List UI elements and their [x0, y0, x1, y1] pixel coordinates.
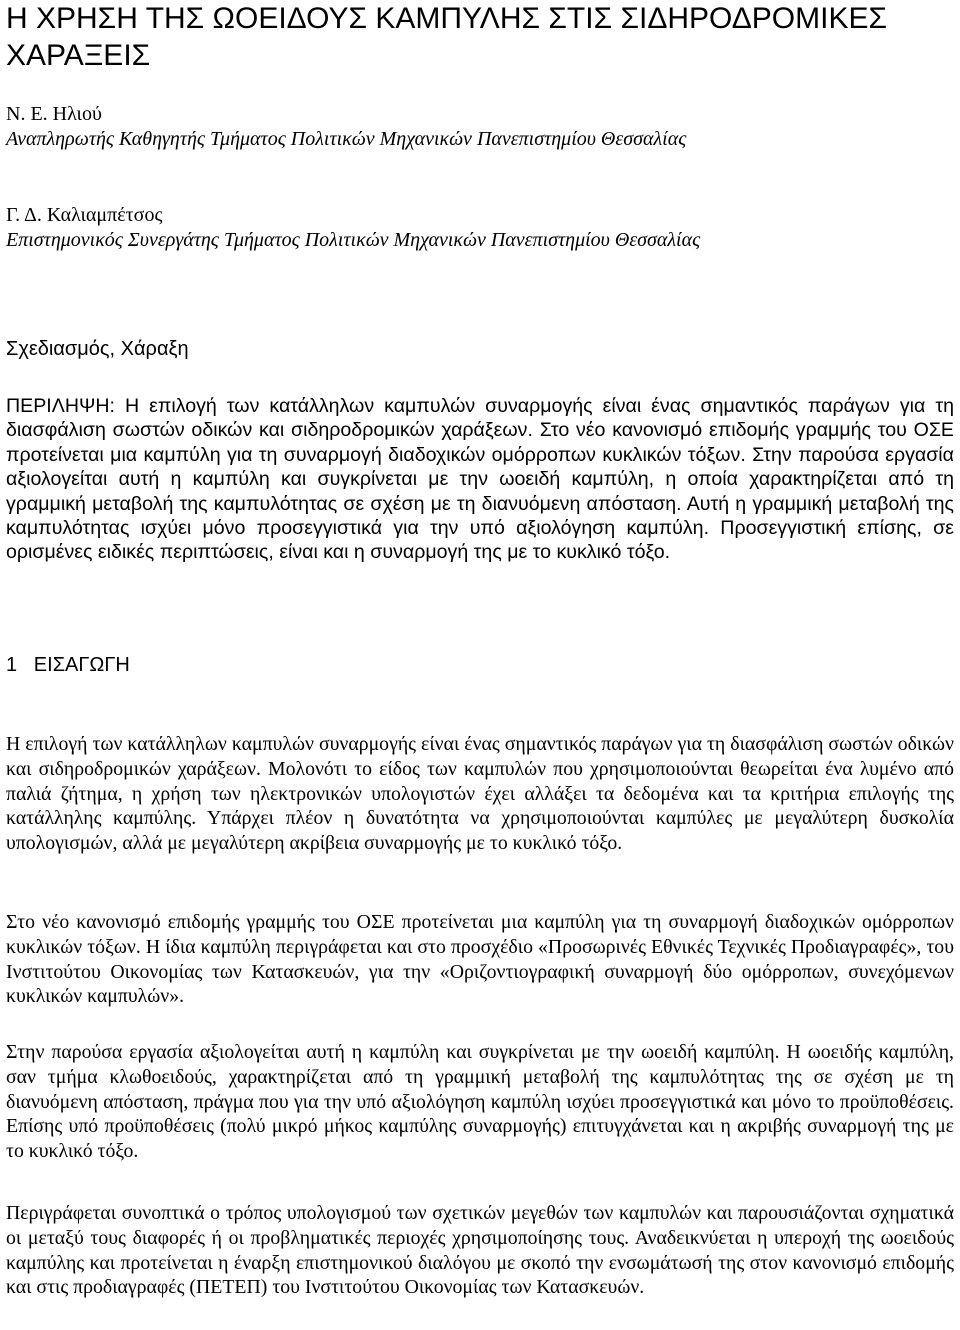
author-2-affiliation: Επιστημονικός Συνεργάτης Τμήματος Πολιτικών Μηχανικών Πανεπιστημίου Θεσσαλίας — [6, 229, 701, 251]
abstract: ΠΕΡΙΛΗΨΗ: Η επιλογή των κατάλληλων καμπυλών συναρμογής είναι ένας σημαντικός παράγων για τη διασφάλιση σωστών οδικών και σιδηροδρομικών χαράξεων. Στο νέο κανονισμό επιδομής γραμμής του ΟΣΕ προτείνεται μια καμπύλη για τη συναρμογή διαδοχικών ομόρροπων κυκλικών τόξων. Στην παρούσα εργασία αξιολογείται αυτή η καμπύλη και συγκρίνεται με την ωοειδή καμπύλη, η οποία χαρακτηρίζεται από τη γραμμική μεταβολή της καμπυλότητας σε σχέση με τη διανυόμενη απόσταση. Αυτή η γραμμική μεταβολή της καμπυλότητας ισχύει μόνο προσεγγιστικά για την υπό αξιολόγηση καμπύλη. Προσεγγιστική επίσης, σε ορισμένες ειδικές περιπτώσεις, είναι και η συναρμογή της με το κυκλικό τόξο. — [6, 395, 954, 564]
paragraph-1: Η επιλογή των κατάλληλων καμπυλών συναρμογής είναι ένας σημαντικός παράγων για τη διασφάλιση σωστών οδικών και σιδηροδρομικών χαράξεων. Μολονότι το είδος των καμπυλών που χρησιμοποιούνται θεωρείται ένα λυμένο από παλιά ζήτημα, η χρήση των ηλεκτρονικών υπολογιστών έχει αλλάξει τα δεδομένα και τα κριτήρια επιλογής της κατάλληλης καμπύλης. Υπάρχει πλέον η δυνατότητα να χρησιμοποιούνται καμπύλες με μεγαλύτερη δυσκολία υπολογισμών, αλλά με μεγαλύτερη ακρίβεια συναρμογής με το κυκλικό τόξο. — [6, 733, 954, 855]
author-2 — [6, 203, 700, 253]
paragraph-2: Στο νέο κανονισμό επιδομής γραμμής του ΟΣΕ προτείνεται μια καμπύλη για τη συναρμογή διαδοχικών ομόρροπων κυκλικών τόξων. Η ίδια καμπύλη περιγράφεται και στο προσχέδιο «Προσωρινές Εθνικές Τεχνικές Προδιαγραφές», του Ινστιτούτου Οικονομίας των Κατασκευών, για την «Οριζοντιογραφική συναρμογή δύο ομόρροπων, συνεχόμενων κυκλικών καμπυλών». — [6, 911, 954, 1008]
paper-title: Η ΧΡΗΣΗ ΤΗΣ ΩΟΕΙΔΟΥΣ ΚΑΜΠΥΛΗΣ ΣΤΙΣ ΣΙΔΗΡΟΔΡΟΜΙΚΕΣ ΧΑΡΑΞΕΙΣ — [6, 2, 888, 72]
section-heading — [6, 652, 130, 678]
author-2-name: Γ. Δ. Καλιαμπέτσος — [6, 204, 163, 226]
paragraph-3: Στην παρούσα εργασία αξιολογείται αυτή η καμπύλη και συγκρίνεται με την ωοειδή καμπύλη. Η ωοειδής καμπύλη, σαν τμήμα κλωθοειδούς, χαρακτηρίζεται από τη γραμμική μεταβολή της καμπυλότητας της σε σχέση με τη διανυόμενη απόσταση, πράγμα που για την υπό αξιολόγηση καμπύλη ισχύει προσεγγιστικά και μόνο το προϋποθέσεις. Επίσης υπό προϋποθέσεις (πολύ μικρό μήκος καμπύλης συναρμογής) επιτυγχάνεται και η ακριβής συναρμογή της με το κυκλικό τόξο. — [6, 1041, 954, 1163]
section-title: ΕΙΣΑΓΩΓΗ — [33, 654, 130, 676]
author-1-name: Ν. Ε. Ηλιού — [6, 103, 102, 125]
paragraph-4: Περιγράφεται συνοπτικά ο τρόπος υπολογισμού των σχετικών μεγεθών των καμπυλών και παρουσιάζονται σχηματικά οι μεταξύ τους διαφορές ή οι προβληματικές περιοχές χρησιμοποίησης τους. Αναδεικνύεται η υπεροχή της ωοειδούς καμπύλης και προτείνεται η έναρξη επιστημονικού διαλόγου με σκοπό την ενσωμάτωσή της στον κανονισμό επιδομής και στις προδιαγραφές (ΠΕΤΕΠ) του Ινστιτούτου Οικονομίας των Κατασκευών. — [6, 1202, 954, 1299]
section-number: 1 — [6, 654, 18, 676]
keywords: Σχεδιασμός, Χάραξη — [6, 338, 189, 360]
author-1-affiliation: Αναπληρωτής Καθηγητής Τμήματος Πολιτικών Μηχανικών Πανεπιστημίου Θεσσαλίας — [6, 128, 687, 150]
author-1 — [6, 102, 686, 152]
